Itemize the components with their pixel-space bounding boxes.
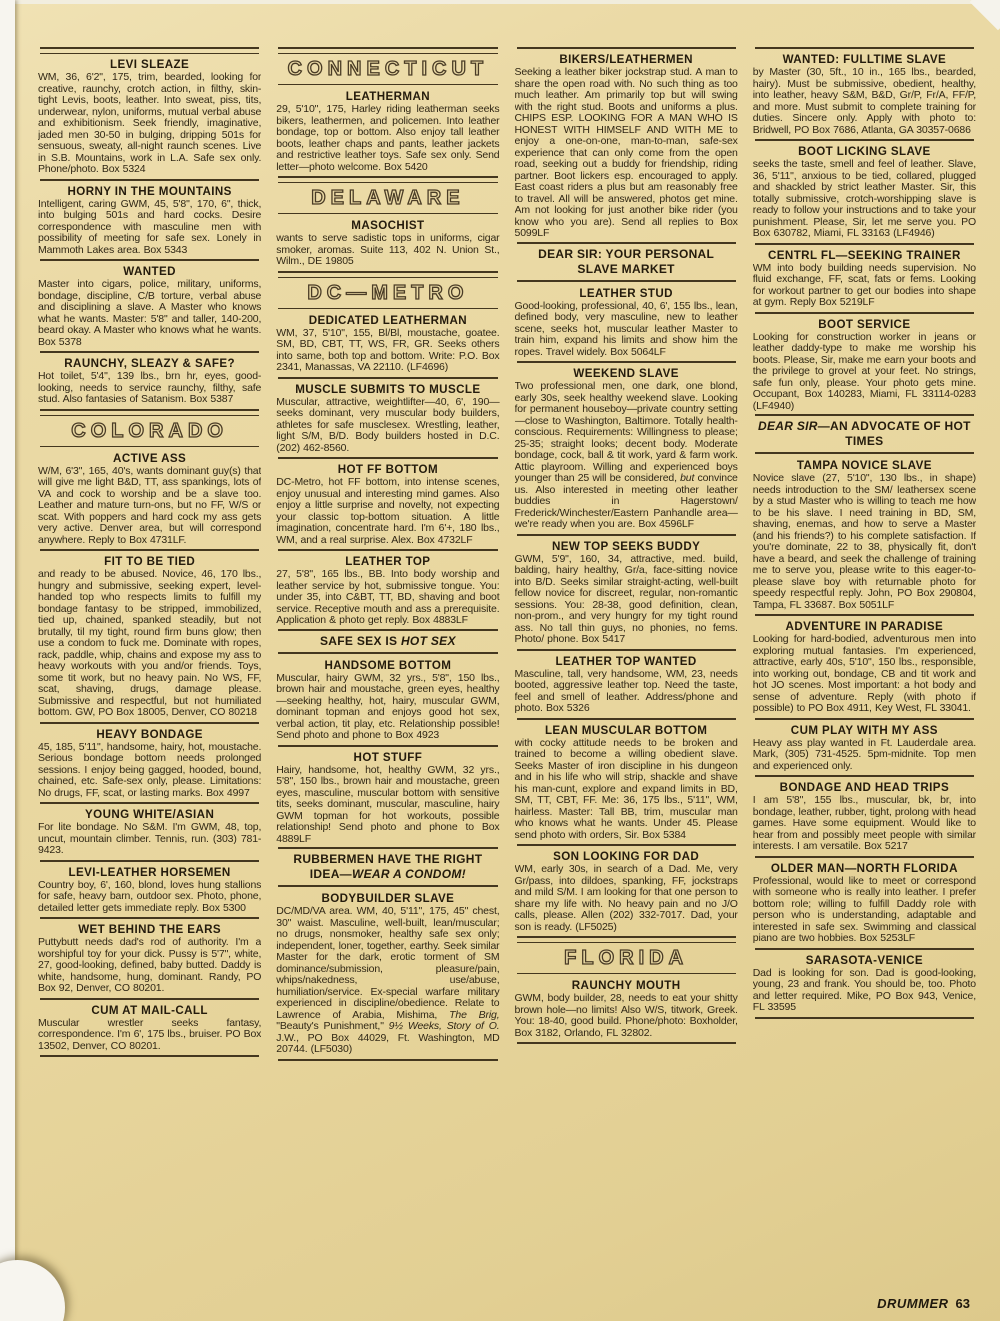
double-divider	[278, 271, 497, 278]
ad-body: Intelligent, caring GWM, 45, 5'8", 170, 6", thick, into bulging 501s and hard cocks. Desire correspondence with masculine men with possibility of meeting for safe sex. Lonely in Mammoth Lakes area. Box 5343	[38, 197, 262, 256]
ad-body: Muscular wrestler seeks fantasy, correspondence. I'm 6', 175 lbs., bruiser. PO Box 13502, Denver, CO 80201.	[38, 1016, 262, 1052]
ad-body: with cocky attitude needs to be broken and trained to become a willing obedient slave. Seeks Master of iron discipline in his dungeon and in his life who will strip, shackle and shave his man-cunt, explore and expand limits in BD, SM, TT, CBT, FF. Me: 36, 175 lbs., 5'11", WM, hairless. Master: Tall BB, trim, muscular man who knows what he wants. Under 45. Please send photo with orders, Sir. Box 5384	[514, 736, 738, 841]
page-number: 63	[955, 1296, 970, 1311]
divider	[40, 179, 259, 181]
ad-body: seeks the taste, smell and feel of leather. Slave, 36, 5'11", anxious to be tied, collared, plugged and shackled by strict leather Master. Sir, this totally submissive, crotch-worshipping slave is ready to follow your instructions and to take your punishment. Please, Sir, let me serve you. PO Box 630782, Miami, FL 33163 (LF4946)	[752, 158, 976, 239]
ad-title: OLDER MAN—NORTH FLORIDA	[770, 861, 958, 875]
ad-body: Professional, would like to meet or correspond with someone who is really into leather. I prefer bottom role; willing to fulfill Daddy role with person who is understanding, adaptable and interested in safe sex. Swimming and classical piano are two hobbies. Box 5253LF	[752, 874, 976, 944]
ad-hot-stuff	[276, 751, 499, 846]
divider	[278, 1059, 497, 1061]
ad-leatherman	[276, 90, 499, 173]
page-corner-top-right	[970, 0, 1000, 30]
divider	[40, 917, 259, 919]
ad-title: SARASOTA-VENICE	[805, 953, 923, 967]
divider	[755, 312, 974, 314]
divider	[755, 243, 974, 245]
divider	[517, 649, 736, 651]
column-1	[38, 44, 261, 1285]
divider	[755, 948, 974, 950]
double-divider	[40, 409, 259, 416]
ad-title: BOOT LICKING SLAVE	[798, 145, 931, 158]
ad-fit-to-be-tied	[38, 555, 261, 719]
state-header-connecticut	[276, 47, 499, 85]
ad-levi-sleaze	[38, 58, 261, 176]
ad-bondage-and-head-trips	[753, 781, 976, 853]
ad-title: CUM PLAY WITH MY ASS	[790, 723, 938, 737]
ad-title: CENTRL FL—SEEKING TRAINER	[768, 248, 961, 262]
state-name: FLORIDA	[564, 947, 689, 969]
ad-body: Heavy ass play wanted in Ft. Lauderdale area. Mark, (305) 731-4525. 5pm-midnite. Top men and experienced only.	[752, 736, 976, 772]
ad-title: HORNY IN THE MOUNTAINS	[67, 184, 232, 198]
ad-title: NEW TOP SEEKS BUDDY	[551, 539, 701, 553]
page-footer	[877, 1296, 970, 1311]
divider	[755, 47, 974, 49]
ad-title: BODYBUILDER SLAVE	[321, 892, 455, 905]
state-header-florida	[515, 936, 738, 974]
ad-body: Hot toilet, 5'4", 139 lbs., brn hr, eyes, good-looking, needs to service raunchy, filthy, safe stud. Also fantasies of Satanism. Box 5387	[38, 370, 262, 405]
ad-title: HOT STUFF	[353, 750, 423, 764]
column-3	[515, 44, 738, 1285]
ad-weekend-slave	[515, 367, 738, 531]
divider	[278, 308, 497, 309]
ad-title: BIKERS/LEATHERMEN	[559, 53, 693, 66]
ad-body: Novice slave (27, 5'10", 130 lbs., in shape) needs introduction to the SM/ leathersex scene by a stud Master who is willing to teach me how to be his slave. I need training in BD, SM, shaving, enemas, and how to serve a Master (and his friends?) to his complete satisfaction. If you're dominate, 22 to 38, physically fit, don't have a beard, and seek the challenge of training me to serve you, please write to this eager-to-please slave boy with returnable photo for speedy respectful reply. John, PO Box 290804, Tampa, FL 33687. Box 5051LF	[752, 472, 976, 611]
ad-hot-ff-bottom	[276, 463, 499, 546]
ad-body: Muscular, attractive, weightlifter—40, 6', 190—seeks dominant, very muscular body builders, athletes for safe musclesex. Wrestling, leather, light S/M, B/D. Body builders hosted in D.C. (202) 462-8560.	[276, 395, 500, 454]
ad-body: Masculine, tall, very handsome, WM, 23, needs booted, aggressive leather top. Need the taste, feel and smell of leather. Address/phone and photo. Box 5326	[514, 667, 738, 714]
ad-leather-top	[276, 555, 499, 627]
scan-edge-top	[0, 0, 1000, 4]
divider	[755, 614, 974, 616]
column-4	[753, 44, 976, 1285]
ad-body: 29, 5'10", 175, Harley riding leatherman seeks bikers, leathermen, and policemen. Into leather bondage, top or bottom. Also enjoy tall leather boots, leather chaps and pants, leather jackets and restrictive leather toys. Safe sex only. Send letter—photo welcome. Box 5420	[276, 103, 500, 173]
divider	[40, 549, 259, 551]
double-divider	[278, 47, 497, 54]
ad-title: LEATHER STUD	[579, 286, 673, 300]
ad-body: DC/MD/VA area. WM, 40, 5'11", 175, 45" chest, 30" waist. Masculine, well-built, lean/muscular; no drugs, nonsmoker, healthy safe sex only; independent, loner, together, earthy. Seek similar Master for the dark, erotic torment of SM dominance/submission, pleasure/pain, whips/nakedness, use/abuse, humiliation/service. Ex-special warfare military experienced in discipline/obedience. Relate to Lawrence of Arabia, Mishima, The Brig, "Beauty's Punishment," 9½ Weeks, Story of O. J.W., PO Box 44029, Ft. Washington, MD 20744. (LF5030)	[276, 905, 500, 1055]
classifieds-content	[38, 44, 976, 1285]
state-header-colorado	[38, 409, 261, 447]
divider	[517, 973, 736, 974]
divider	[40, 1055, 259, 1057]
ad-body: Country boy, 6', 160, blond, loves hung stallions for safe, heavy barn, outdoor sex. Photo, phone, detailed letter gets immediate reply. Box 5300	[38, 878, 262, 914]
ad-body: 45, 185, 5'11", handsome, hairy, hot, moustache. Serious bondage bottom needs prolonged sessions. I enjoy being gagged, hooded, bound, chained, etc. Safe-sex only, please. Limitations: No drugs, FF, scat, or lasting marks. Box 4997	[38, 740, 262, 799]
double-divider	[517, 936, 736, 943]
ad-title: HEAVY BONDAGE	[96, 727, 203, 741]
divider	[40, 351, 259, 353]
ad-young-white-asian	[38, 808, 261, 857]
ad-body: I am 5'8", 155 lbs., muscular, bk, br, into bondage, leather, rubber, tight, prolong with head games. Have some equipment. Would like to hear from and possibly meet people with similar interests. I am versatile. Box 5217	[752, 794, 976, 852]
ad-sarasota-venice	[753, 954, 976, 1014]
ad-body: DC-Metro, hot FF bottom, into intense scenes, enjoy unusual and interesting mind games. Also enjoy a little surprise and novelty, not expecting your classic top-bottom situation. A little imagination, concentrate hard. I'm 6'+, 180 lbs., WM, and a real surprise. Alex. Box 4732LF	[276, 476, 500, 546]
ad-body: Looking for construction worker in jeans or leather daddy-type to make me worship his boots. Please, Sir, make me earn your boots and the privilege to grovel at your feet. No strings, safe fun only, please. Your photo gets mine. Occupant, Box 140283, Miami, FL 33114-0283 (LF4940)	[752, 330, 976, 412]
ad-title: LEATHER TOP	[345, 555, 431, 568]
divider	[517, 844, 736, 846]
ad-cum-at-mail-call	[38, 1004, 261, 1053]
ad-wanted-fulltime-slave	[753, 53, 976, 136]
ad-raunchy-sleazy-safe	[38, 357, 261, 406]
double-divider	[278, 176, 497, 183]
divider	[755, 1017, 974, 1019]
ad-dedicated-leatherman	[276, 314, 499, 374]
ad-body: WM into body building needs supervision. No fluid exchange, FF, scat, fats or fems. Looking for workout partner to get our bodies into shape at gym. Reply Box 5219LF	[752, 261, 976, 308]
ad-body: Seeking a leather biker jockstrap stud. A man to share the open road with. No such thing as too much leather. Am primarily top but will swing with the right stud. Boots and uniforms a plus. CHIPS ESP. LOOKING FOR A MAN WHO IS HONEST WITH HIMSELF AND WITH ME to enjoy a one-on-one, man-to-man, safe-sex experience that can only come from the open road, seeking out a buddy for friendship, riding partner. Boot lickers esp. encouraged to apply. East coast riders a plus but am reasonably free to travel. All will be answered, photos get mine. Am not looking for just another bike rider (you know who you are). Send all replies to Box 5099LF	[514, 66, 738, 239]
ad-adventure-in-paradise	[753, 620, 976, 715]
ad-body: Hairy, handsome, hot, healthy GWM, 32 yrs., 5'8", 150 lbs., brown hair and moustache, green eyes, masculine, muscular bottom with sensitive tits, seeks dominant, muscular, masculine, hairy GWM topman for hot workouts, possible relationship! Send photo and phone to Box 4889LF	[276, 763, 500, 845]
ad-title: BONDAGE AND HEAD TRIPS	[779, 781, 950, 794]
ad-body: and ready to be abused. Novice, 46, 170 lbs., hungry and submissive, seeking expert, level-handed top who respects limits to fulfill my bondage fantasy to be stripped, immobilized, tied up, chained, spanked steadily, but not brutally, til my tight, round firm buns glow; then use a condom to fuck me. Dominate with ropes, rack, paddle, whip, chains and expose my ass to heavy workouts with you and/or friends. Toys, some tit work, but no heavy pain. No WS, FF, scat, shaving, drugs, damage please. Submissive and respectful, but not humiliated bottom. GW, PO Box 18005, Denver, CO 80218	[38, 568, 262, 718]
ad-title: ACTIVE ASS	[113, 451, 187, 465]
ad-title: WET BEHIND THE EARS	[78, 923, 222, 936]
ad-son-looking-for-dad	[515, 850, 738, 933]
divider	[517, 1042, 736, 1044]
ad-older-man-north-florida	[753, 862, 976, 945]
ad-leather-stud	[515, 287, 738, 359]
divider	[517, 47, 736, 49]
divider	[40, 998, 259, 1000]
ad-body: Puttybutt needs dad's rod of authority. I'm a worshipful toy for your dick. Pussy is 5'7", white, 27, good-looking, defined, baby butted. Daddy is white, handsome, hung, dominant. Randy, PO Box 92, Denver, CO 80201.	[38, 936, 262, 994]
ad-body: Master into cigars, police, military, uniforms, bondage, discipline, C/B torture, verbal abuse and disciplining a slave. A Master who knows what he wants. Master: 5'8" and taller, 140-200, beard okay. A Master who knows what he wants. Box 5378	[38, 278, 262, 348]
ad-title: LEVI-LEATHER HORSEMEN	[68, 865, 231, 879]
ad-title: RAUNCHY MOUTH	[571, 979, 681, 992]
ad-title: WANTED	[123, 265, 176, 278]
ad-handsome-bottom	[276, 659, 499, 742]
ad-title: MUSCLE SUBMITS TO MUSCLE	[295, 382, 481, 396]
ad-new-top-seeks-buddy	[515, 540, 738, 646]
ad-title: SON LOOKING FOR DAD	[553, 850, 700, 863]
divider	[517, 534, 736, 536]
ad-body: GWM, 5'9", 160, 34, attractive, med. build, balding, hairy healthy, Gr/a, face-sitting novice into B/D. Seeks similar straight-acting, well-built fellow novice for discreet, regular, non-romantic sessions. You: 28-38, good definition, clean, non-prom., and very hungry for my tight round ass. No tall thin guys, no phonies, no fems. Photo/ phone. Box 5417	[514, 552, 738, 645]
ad-body: by Master (30, 5ft., 10 in., 165 lbs., bearded, hairy). Must be submissive, obedient, healthy, into leather, heavy S&M, B&D, Gr/P, Fr/A, FF/P, and more. Must submit to complete training for duties. Sincere only. Apply with photo to: Bridwell, PO Box 7686, Atlanta, GA 30357-0686	[752, 66, 976, 136]
section-banner-dear-sir-an-advocate-of-hot-times: DEAR SIR—AN ADVOCATE OF HOT TIMES	[755, 414, 974, 454]
ad-title: HOT FF BOTTOM	[337, 463, 439, 476]
ad-boot-service	[753, 318, 976, 413]
ad-title: DEDICATED LEATHERMAN	[308, 313, 468, 327]
ad-heavy-bondage	[38, 728, 261, 800]
ad-boot-licking-slave	[753, 145, 976, 240]
ad-body: GWM, body builder, 28, needs to eat your shitty brown hole—no limits! Also W/S, titwork, Greek. You: 18-40, good build. Phone/photo: Boxholder, Box 3182, Orlando, FL 32802.	[514, 992, 738, 1039]
state-header-dc-metro	[276, 271, 499, 309]
ad-title: LEVI SLEAZE	[110, 58, 190, 71]
ad-bodybuilder-slave	[276, 892, 499, 1056]
divider	[278, 377, 497, 379]
ad-title: LEATHER TOP WANTED	[555, 654, 697, 668]
state-name: CONNECTICUT	[287, 58, 489, 80]
column-2	[276, 44, 499, 1285]
divider	[278, 457, 497, 459]
divider	[755, 856, 974, 858]
ad-body: WM, 36, 6'2", 175, trim, bearded, looking for creative, raunchy, crotch action, in filthy, skin-tight Levis, boots, leather. Into sweat, piss, tits, underwear, nylon, uniforms, mutual verbal abuse and exhibitionism. Seek friendly, imaginative, jaded men 30-50 in bulging, dripping 501s for sensuous, sweaty, all-night raunch scenes. Live in S.B. Mountains, work in L.A. Safe sex only. Phone/photo. Box 5324	[38, 71, 262, 175]
divider	[40, 802, 259, 804]
divider	[40, 259, 259, 261]
ad-body: 27, 5'8", 165 lbs., BB. Into body worship and leather service by hot, submissive tongue. You: under 35, into C&BT, TT, BD, shaving and boot service. Receptive mouth and ass a prerequisite. Application & photo get reply. Box 4883LF	[276, 568, 500, 626]
state-name: COLORADO	[71, 419, 228, 442]
section-banner-dear-sir-your-personal-slave-market: DEAR SIR: YOUR PERSONAL SLAVE MARKET	[517, 242, 736, 282]
state-name: DELAWARE	[311, 187, 465, 209]
divider	[278, 549, 497, 551]
ad-title: MASOCHIST	[351, 219, 425, 232]
ad-title: LEAN MUSCULAR BOTTOM	[544, 723, 708, 737]
ad-horny-in-the-mountains	[38, 185, 261, 257]
ad-body: WM, 37, 5'10", 155, Bl/Bl, moustache, goatee. SM, BD, CBT, TT, WS, FR, GR. Seeks others into same, both top and bottom. Write: P.O. Box 2341, Manassas, VA 22110. (LF4696)	[276, 326, 500, 373]
state-name: DC—METRO	[307, 281, 469, 304]
ad-leather-top-wanted	[515, 655, 738, 715]
ad-body: WM, early 30s, in search of a Dad. Me, very Gr/pass, into dildoes, spanking, FF, jockstraps and mild S/M. I am looking for that one person to share my life with. No heavy pain and no J/O calls, please. Allen (202) 332-7017. Dad, your son is ready. (LF5025)	[514, 863, 738, 933]
ad-title: RAUNCHY, SLEAZY & SAFE?	[64, 357, 235, 370]
divider	[40, 722, 259, 724]
section-banner-safe-sex-is-hot-sex: SAFE SEX IS HOT SEX	[278, 629, 497, 654]
divider	[278, 213, 497, 214]
ad-body: Dad is looking for son. Dad is good-looking, young, 23 and frank. You should be, too. Photo and letter required. Mike, PO Box 943, Venice, FL 33595	[752, 966, 976, 1013]
ad-tampa-novice-slave	[753, 459, 976, 611]
ad-body: wants to serve sadistic tops in uniforms, cigar smoker, aromas. Suite 113, 402 N. Union St., Wilm., DE 19805	[276, 232, 500, 267]
ad-body: W/M, 6'3", 165, 40's, wants dominant guy(s) that will give me light B&D, TT, ass spankings, lots of VA and cock to worship and be a slave too. Leather and mature turn-ons, but no FF, W/S or scat. With poppers and hard cock my ass gets very active. Denver area, but will correspond anywhere. Reply to Box 4731LF.	[38, 464, 262, 546]
ad-title: BOOT SERVICE	[818, 317, 911, 331]
ad-bikers-leathermen	[515, 53, 738, 240]
ad-body: For lite bondage. No S&M. I'm GWM, 48, top, uncut, mountain climber. Tennis, run. (303) 781-9423.	[38, 821, 262, 856]
ad-cum-play-with-my-ass	[753, 724, 976, 773]
double-divider	[40, 47, 259, 54]
scan-edge-left	[0, 0, 15, 1321]
ad-raunchy-mouth	[515, 979, 738, 1039]
ad-title: FIT TO BE TIED	[104, 555, 196, 568]
ad-wet-behind-the-ears	[38, 923, 261, 995]
ad-title: WEEKEND SLAVE	[573, 367, 679, 380]
divider	[40, 446, 259, 447]
divider	[755, 139, 974, 141]
ad-lean-muscular-bottom	[515, 724, 738, 842]
divider	[755, 775, 974, 777]
ad-body: Two professional men, one dark, one blond, early 30s, seek healthy weekend slave. Looking for permanent houseboy—private country setting—close to Washington, Baltimore. Totally health-conscious. Requirements: Willingness to please; 25-35; straight looks; decent body. Moderate bondage, cock, ball & tit work, yard & farm work. Attic playroom. Willing and experienced boys younger than 25 will be considered, but convince us. Also interested in meeting other leather buddies in Hagerstown/ Frederick/Winchester/Eastern Panhandle area—we're ready when you are. Box 4596LF	[514, 380, 738, 530]
ad-title: CUM AT MAIL-CALL	[91, 1003, 208, 1017]
divider	[278, 84, 497, 85]
ad-wanted	[38, 265, 261, 348]
state-header-delaware	[276, 176, 499, 214]
ad-body: Muscular, hairy GWM, 32 yrs., 5'8", 150 lbs., brown hair and moustache, green eyes, healthy—seeking healthy, hot, hairy, muscular GWM, dominant topman and enjoys good hot sex, verbal action, tit play, etc. Relationship possible! Send photo and phone to Box 4923	[276, 671, 500, 741]
divider	[517, 361, 736, 363]
ad-active-ass	[38, 452, 261, 547]
section-banner-rubbermen-have-the-right-idea-wear-a-condom: RUBBERMEN HAVE THE RIGHT IDEA—WEAR A CONDOM!	[278, 847, 497, 887]
ad-title: LEATHERMAN	[345, 90, 431, 103]
divider	[40, 860, 259, 862]
divider	[278, 745, 497, 747]
divider	[517, 718, 736, 720]
ad-title: WANTED: FULLTIME SLAVE	[782, 53, 947, 66]
ad-title: YOUNG WHITE/ASIAN	[85, 808, 215, 821]
ad-centrl-fl-seeking-trainer	[753, 249, 976, 309]
magazine-name: DRUMMER	[877, 1296, 949, 1311]
ad-muscle-submits-to-muscle	[276, 383, 499, 455]
ad-body: Good-looking, professional, 40, 6', 155 lbs., lean, defined body, very masculine, new to leather scene, seeks hot, muscular leather Master to train him, expand his limits and show him the ropes. Travel widely. Box 5064LF	[514, 299, 738, 358]
divider	[755, 718, 974, 720]
ad-title: ADVENTURE IN PARADISE	[785, 620, 944, 633]
ad-title: TAMPA NOVICE SLAVE	[796, 459, 932, 472]
ad-body: Looking for hard-bodied, adventurous men into exploring mutual fantasies. I'm experienced, attractive, early 40s, 5'10", 150 lbs., responsible, into working out, bondage, CB and tit work and hot JO scenes. Most important: a hot body and sense of adventure. Reply (with photo if possible) to PO Box 4911, Key West, FL 33041.	[752, 633, 976, 714]
ad-levi-leather-horsemen	[38, 866, 261, 915]
ad-title: HANDSOME BOTTOM	[324, 658, 452, 672]
ad-masochist	[276, 219, 499, 268]
